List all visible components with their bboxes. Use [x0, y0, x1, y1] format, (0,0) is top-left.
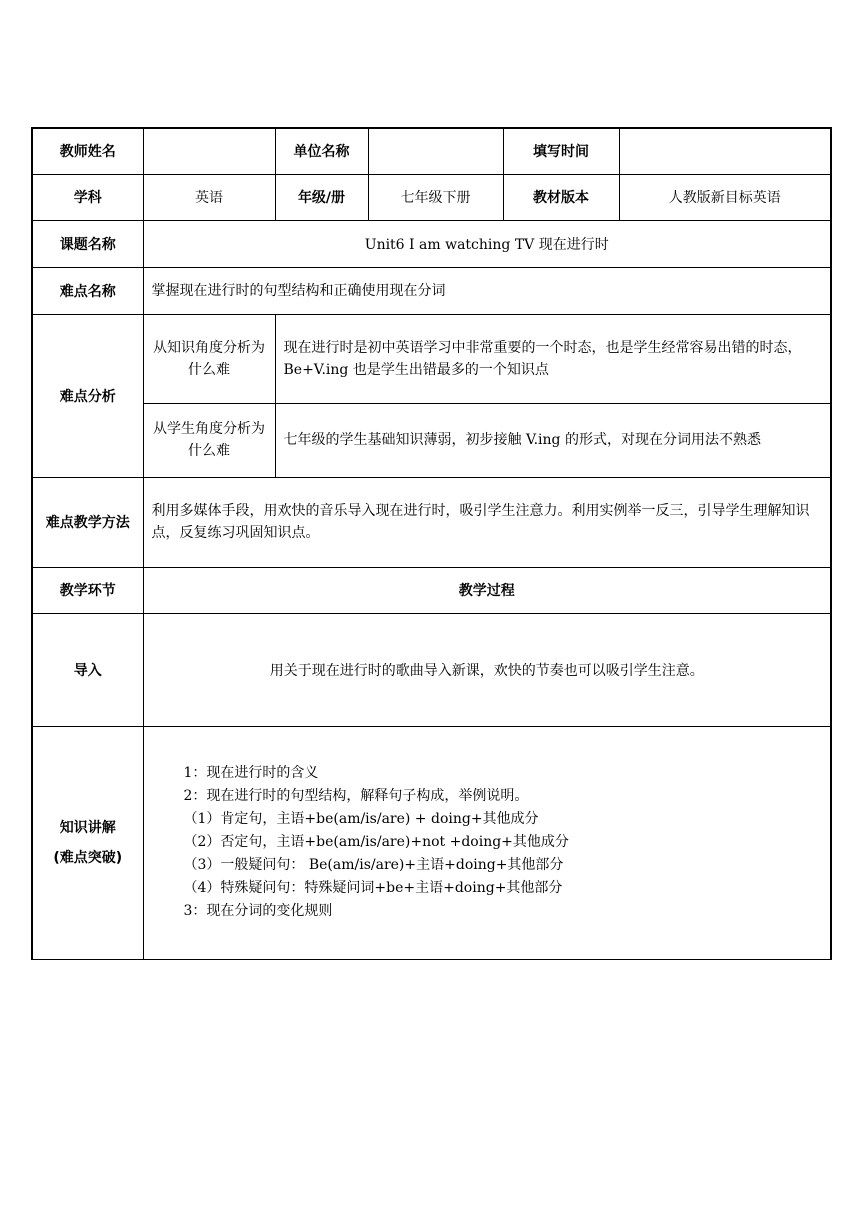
edition-label: 教材版本 — [503, 174, 619, 220]
unit-name-value — [368, 128, 503, 174]
knowledge-angle-value: 现在进行时是初中英语学习中非常重要的一个时态，也是学生经常容易出错的时态，Be+V.ing 也是学生出错最多的一个知识点 — [275, 314, 831, 403]
teacher-name-value — [143, 128, 275, 174]
method-value: 利用多媒体手段，用欢快的音乐导入现在进行时，吸引学生注意力。利用实例举一反三，引导学生理解知识点，反复练习巩固知识点。 — [143, 477, 831, 567]
explain-label — [32, 726, 143, 959]
process-header: 教学过程 — [143, 567, 831, 613]
explain-line: 1：现在进行时的含义 — [183, 764, 319, 781]
explain-content — [143, 726, 831, 959]
explain-line: （2）否定句，主语+be(am/is/are)+not +doing+其他成分 — [183, 833, 569, 850]
unit-name-label: 单位名称 — [275, 128, 368, 174]
grade-value: 七年级下册 — [368, 174, 503, 220]
grade-label: 年级/册 — [275, 174, 368, 220]
teacher-name-label: 教师姓名 — [32, 128, 143, 174]
intro-label: 导入 — [32, 613, 143, 726]
difficulty-label: 难点名称 — [32, 267, 143, 314]
explain-line: （3）一般疑问句： Be(am/is/are)+主语+doing+其他部分 — [183, 856, 564, 873]
student-angle-value: 七年级的学生基础知识薄弱，初步接触 V.ing 的形式，对现在分词用法不熟悉 — [275, 403, 831, 477]
stage-header: 教学环节 — [32, 567, 143, 613]
explain-label-line2: (难点突破) — [53, 849, 123, 866]
subject-value: 英语 — [143, 174, 275, 220]
topic-label: 课题名称 — [32, 220, 143, 267]
explain-line: 3：现在分词的变化规则 — [183, 902, 333, 919]
difficulty-value: 掌握现在进行时的句型结构和正确使用现在分词 — [143, 267, 831, 314]
student-angle-label: 从学生角度分析为什么难 — [143, 403, 275, 477]
explain-label-line1: 知识讲解 — [59, 819, 116, 836]
method-label: 难点教学方法 — [32, 477, 143, 567]
lesson-plan-table — [31, 127, 830, 960]
topic-value: Unit6 I am watching TV 现在进行时 — [143, 220, 831, 267]
fill-time-label: 填写时间 — [503, 128, 619, 174]
explain-line: （1）肯定句，主语+be(am/is/are) + doing+其他成分 — [183, 810, 539, 827]
intro-value: 用关于现在进行时的歌曲导入新课，欢快的节奏也可以吸引学生注意。 — [143, 613, 831, 726]
subject-label: 学科 — [32, 174, 143, 220]
explain-line: （4）特殊疑问句：特殊疑问词+be+主语+doing+其他部分 — [183, 879, 563, 896]
analysis-label: 难点分析 — [32, 314, 143, 477]
edition-value: 人教版新目标英语 — [619, 174, 831, 220]
knowledge-angle-label: 从知识角度分析为什么难 — [143, 314, 275, 403]
fill-time-value — [619, 128, 831, 174]
explain-line: 2：现在进行时的句型结构，解释句子构成，举例说明。 — [183, 787, 529, 804]
